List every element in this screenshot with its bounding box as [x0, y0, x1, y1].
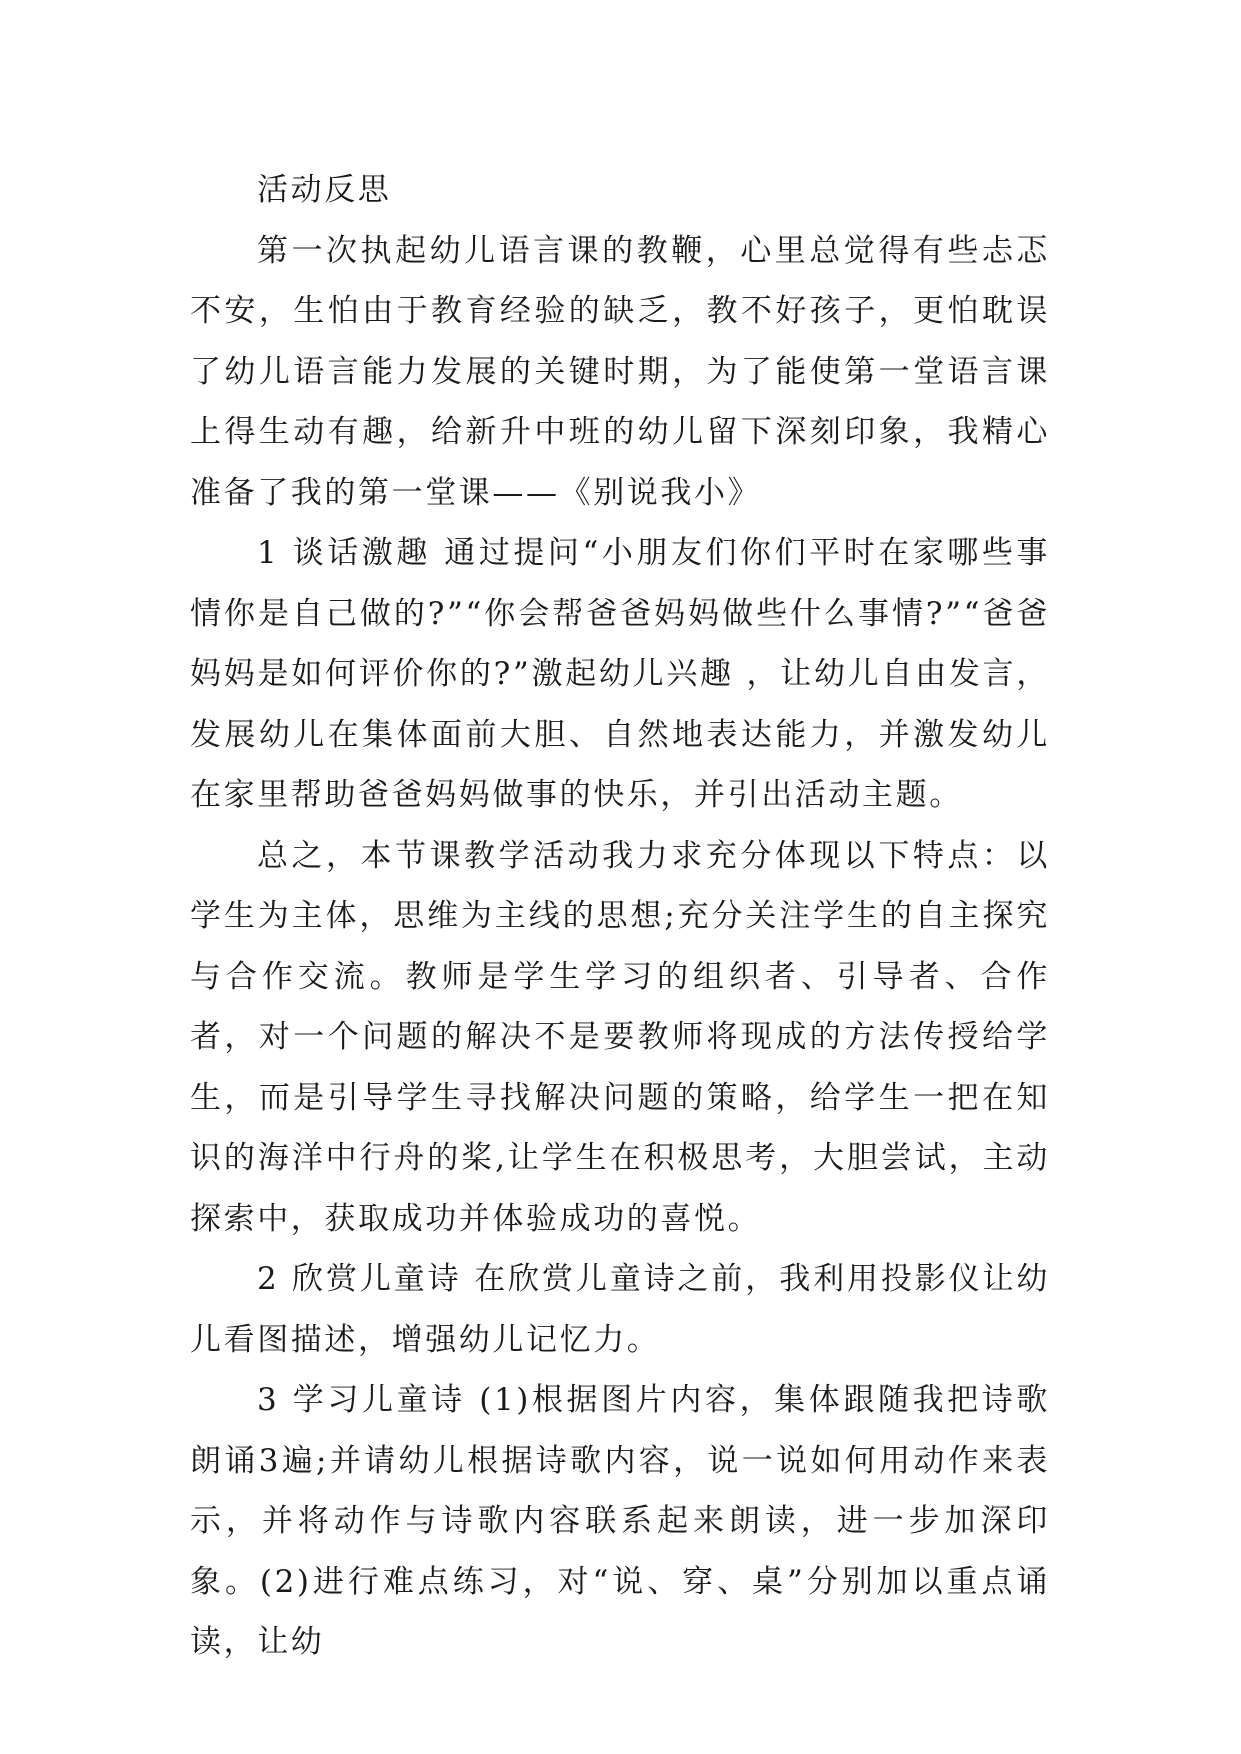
section-heading: 活动反思 — [257, 172, 392, 208]
paragraph-step-3: 3 学习儿童诗 (1)根据图片内容，集体跟随我把诗歌朗诵3遍;并请幼儿根据诗歌内容，说一说如何用动作来表示，并将动作与诗歌内容联系起来朗读，进一步加深印象。(2)进行难点练习，对“说、穿、桌”分别加以重点诵读，让幼 — [190, 1382, 1050, 1660]
paragraph-step-1: 1 谈话激趣 通过提问“小朋友们你们平时在家哪些事情你是自己做的?”“你会帮爸爸妈妈做些什么事情?”“爸爸妈妈是如何评价你的?”激起幼儿兴趣 ，让幼儿自由发言，发展幼儿在集体面前大胆、自然地表达能力，并激发幼儿在家里帮助爸爸妈妈做事的快乐，并引出活动主题。 — [190, 535, 1050, 813]
paragraph-step-2: 2 欣赏儿童诗 在欣赏儿童诗之前，我利用投影仪让幼儿看图描述，增强幼儿记忆力。 — [190, 1261, 1050, 1358]
document-body — [190, 160, 1050, 1673]
paragraph-intro: 第一次执起幼儿语言课的教鞭，心里总觉得有些忐忑不安，生怕由于教育经验的缺乏，教不好孩子，更怕耽误了幼儿语言能力发展的关键时期，为了能使第一堂语言课上得生动有趣，给新升中班的幼儿留下深刻印象，我精心准备了我的第一堂课——《别说我小》 — [190, 232, 1050, 511]
paragraph-summary: 总之，本节课教学活动我力求充分体现以下特点：以学生为主体，思维为主线的思想;充分关注学生的自主探究与合作交流。教师是学生学习的组织者、引导者、合作者，对一个问题的解决不是要教师将现成的方法传授给学生，而是引导学生寻找解决问题的策略，给学生一把在知识的海洋中行舟的桨,让学生在积极思考，大胆尝试，主动探索中，获取成功并体验成功的喜悦。 — [190, 837, 1050, 1237]
